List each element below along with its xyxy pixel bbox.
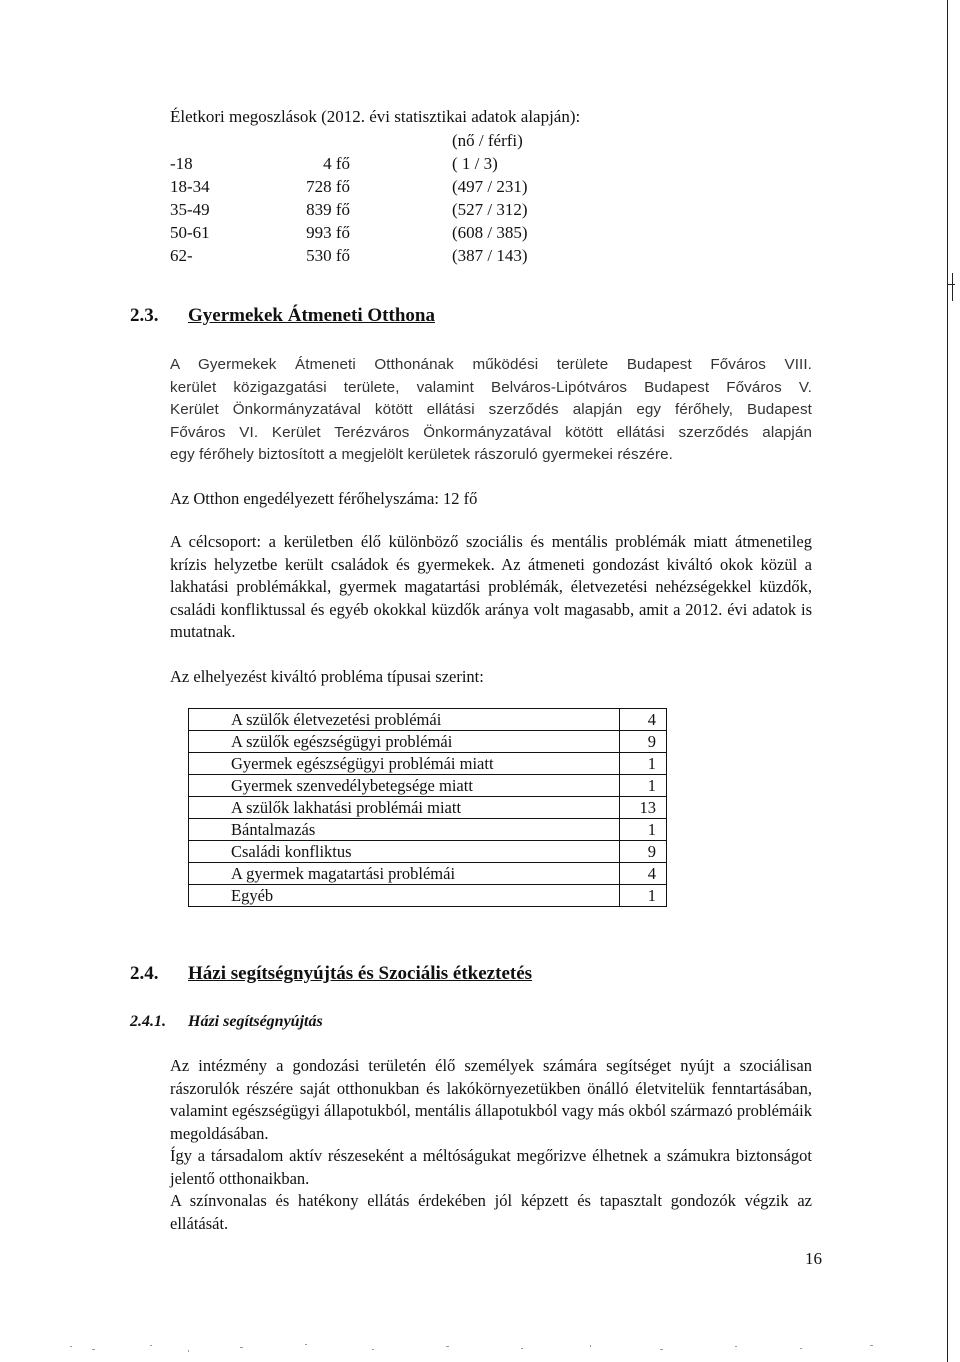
table-row [189,863,667,885]
right-edge-line [947,0,948,1362]
table-row [189,775,667,797]
scan-noise [0,1340,960,1360]
page-number: 16 [805,1249,822,1268]
age-count: 4 fő [323,154,350,173]
problem-count: 1 [620,775,667,797]
section-2-4-1-title: Házi segítségnyújtás [188,1013,323,1030]
table-row [189,709,667,731]
problem-count: 9 [620,841,667,863]
paragraph-line: Főváros VI. Kerület Terézváros Önkormányzatával kötött ellátási szerződés alapján [170,423,812,441]
paragraph-line: kerület közigazgatási területe, valamint Belváros-Lipótváros Budapest Főváros V. [170,378,812,396]
age-distribution-intro: Életkori megoszlások (2012. évi statisztikai adatok alapján): [170,107,581,126]
target-group-paragraph: A célcsoport: a kerületben élő különböző szociális és mentális problémák miatt átmenetileg krízis helyzetbe került családok és gyermekek. Az átmeneti gondozást kiváltó okok közül a lakhatási problémákkal, gyermek magatartási problémák, életvezetési nehézségekkel küzdők, családi konfliktussal és egyéb okokkal küzdők aránya volt magasabb, amit a 2012. évi adatok is mutatnak. [170,532,812,641]
age-nf: (497 / 231) [452,177,528,196]
section-2-4-title: Házi segítségnyújtás és Szociális étkeztetés [188,963,533,984]
problem-count: 1 [620,885,667,907]
paragraph-line: Kerület Önkormányzatával kötött ellátási szerződés alapján egy férőhely, Budapest [170,401,812,418]
table-row [189,819,667,841]
section-2-4-1-number: 2.4.1. [130,1013,166,1030]
problem-count: 1 [620,753,667,775]
age-count: 530 fő [306,246,350,265]
problem-label: Gyermek szenvedélybetegsége miatt [189,775,620,797]
age-range: 18-34 [170,177,210,196]
table-row [189,753,667,775]
age-nf: (608 / 385) [452,223,528,242]
age-range: 35-49 [170,200,210,219]
problem-label: A gyermek magatartási problémái [189,863,620,885]
problem-label: A szülők lakhatási problémái miatt [189,797,620,819]
section-2-3-paragraph [170,354,812,467]
problem-label: A szülők egészségügyi problémái [189,731,620,753]
problem-count: 4 [620,709,667,731]
age-range: 62- [170,246,193,265]
table-row [189,731,667,753]
home-help-paragraph-2: Így a társadalom aktív részeseként a méltóságukat megőrizve élhetnek a számukra biztonságot jelentő otthonaikban. [170,1146,812,1188]
section-2-3-title: Gyermekek Átmeneti Otthona [188,305,435,326]
age-count: 839 fő [306,200,350,219]
age-range: 50-61 [170,223,210,242]
home-help-paragraph-1: Az intézmény a gondozási területén élő személyek számára segítséget nyújt a szociálisan rászorulók részére saját otthonukban és lakókörnyezetükben önálló életvitelük fenntartásában, valamint egészségügyi állapotukból, mentális állapotukból vagy más okból származó problémáik megoldásában. [170,1056,812,1143]
right-edge-mark [947,284,955,285]
table-row [189,797,667,819]
age-count: 993 fő [306,223,350,242]
age-header-nf: (nő / férfi) [452,131,523,150]
problem-count: 13 [620,797,667,819]
age-nf: (527 / 312) [452,200,528,219]
section-2-3-number: 2.3. [130,305,159,326]
problem-label: Gyermek egészségügyi problémái miatt [189,753,620,775]
table-row [189,885,667,907]
table-intro: Az elhelyezést kiváltó probléma típusai szerint: [170,667,484,686]
paragraph-line: egy férőhely biztosított a megjelölt kerületek rászoruló gyermekei részére. [170,446,674,463]
home-help-paragraph-3: A színvonalas és hatékony ellátás érdekében jól képzett és tapasztalt gondozók végzik az ellátását. [170,1191,812,1233]
section-2-4-number: 2.4. [130,963,159,984]
paragraph-line: A Gyermekek Átmeneti Otthonának működési területe Budapest Főváros VIII. [170,356,812,373]
age-nf: (387 / 143) [452,246,528,265]
age-nf: ( 1 / 3) [452,154,498,173]
problem-count: 4 [620,863,667,885]
problem-count: 9 [620,731,667,753]
table-row [189,841,667,863]
problem-label: Bántalmazás [189,819,620,841]
problem-label: Családi konfliktus [189,841,620,863]
problem-label: Egyéb [189,885,620,907]
age-range: -18 [170,154,193,173]
problem-label: A szülők életvezetési problémái [189,709,620,731]
age-count: 728 fő [306,177,350,196]
problem-count: 1 [620,819,667,841]
right-edge-tick [952,273,953,301]
capacity-text: Az Otthon engedélyezett férőhelyszáma: 12 fő [170,489,478,508]
problem-types-table [188,708,667,907]
